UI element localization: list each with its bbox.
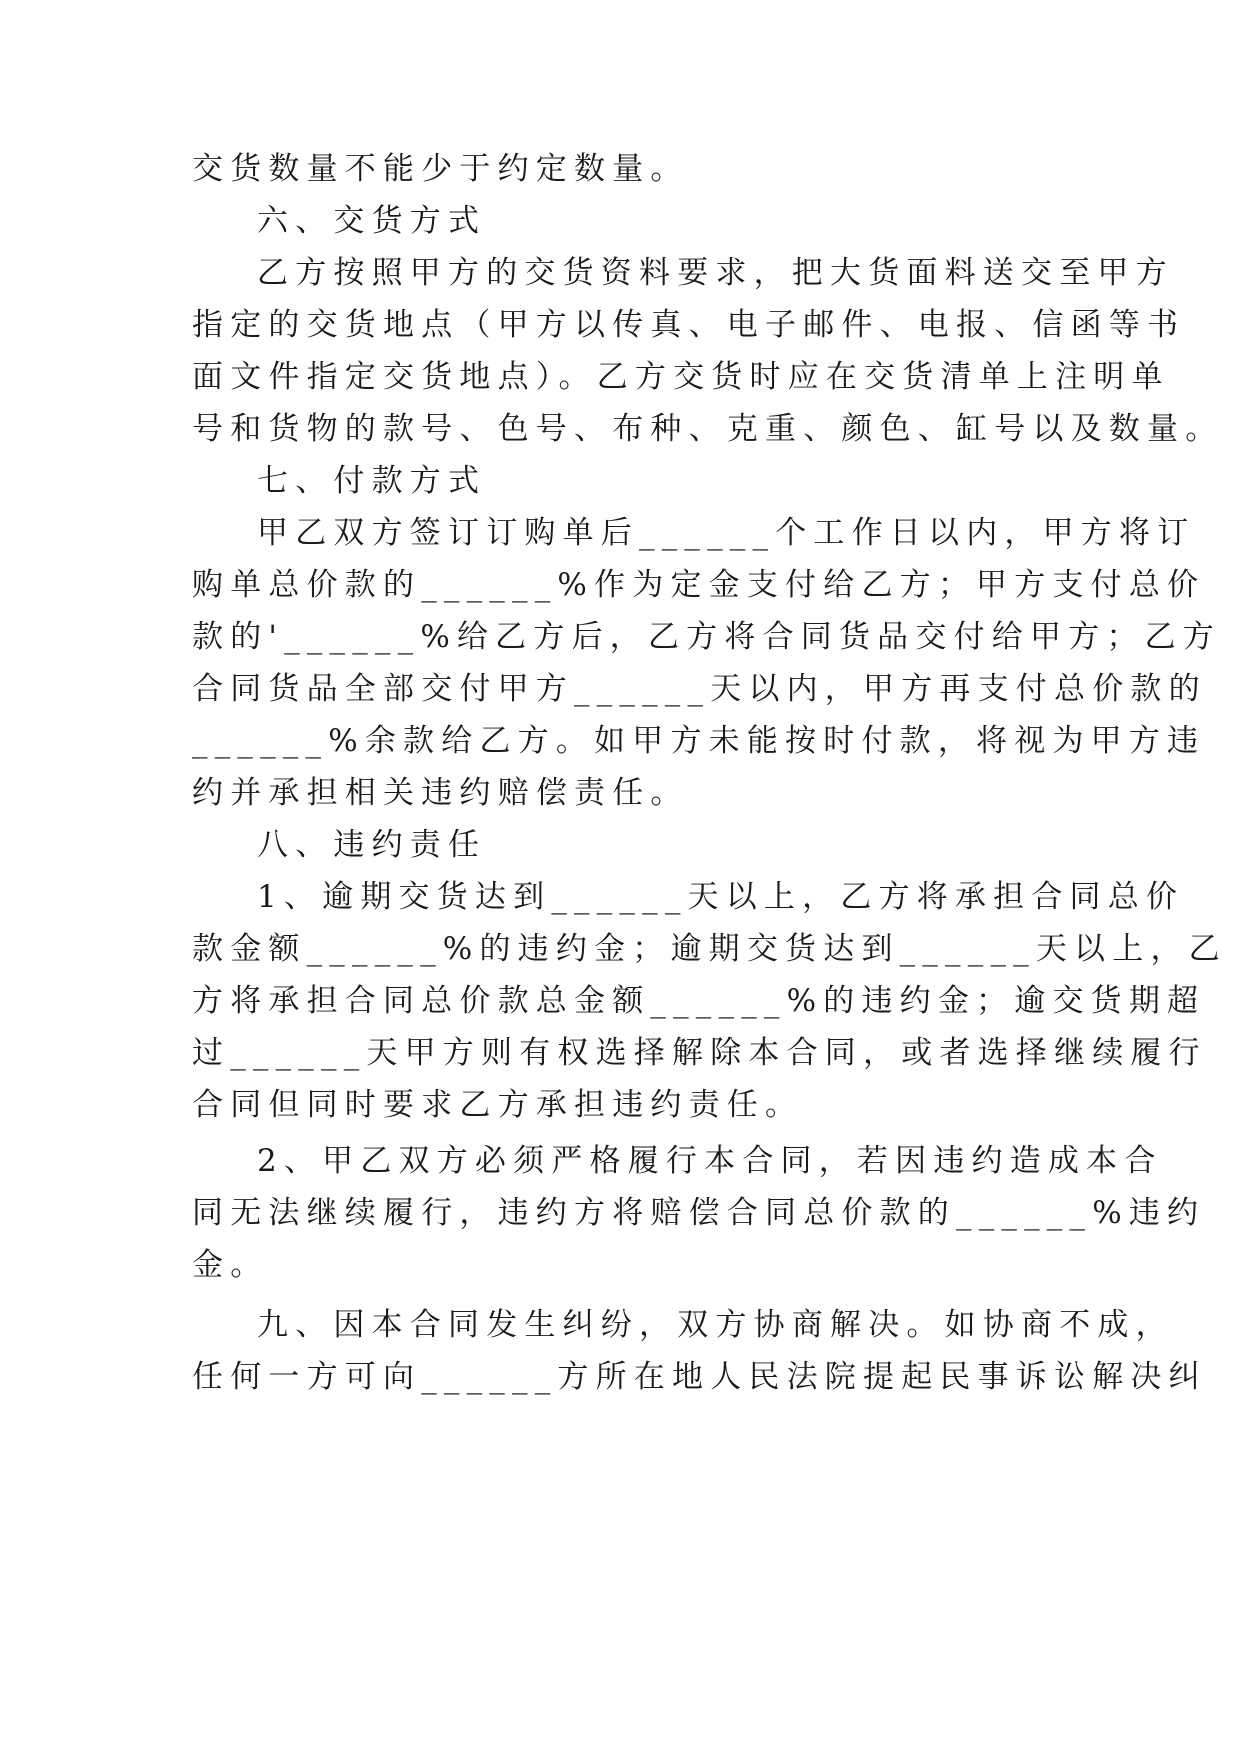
paragraph-line: 款的'______%给乙方后，乙方将合同货品交付给甲方；乙方 xyxy=(192,619,1221,655)
paragraph-line: 同无法继续履行，违约方将赔偿合同总价款的______%违约 xyxy=(192,1195,1206,1231)
paragraph-line: 任何一方可向______方所在地人民法院提起民事诉讼解决纠 xyxy=(192,1359,1207,1395)
paragraph-line: 乙方按照甲方的交货资料要求，把大货面料送交至甲方 xyxy=(257,255,1174,291)
paragraph-line: 合同但同时要求乙方承担违约责任。 xyxy=(192,1087,804,1123)
paragraph-line: 金。 xyxy=(192,1247,269,1283)
paragraph-line: ______%余款给乙方。如甲方未能按时付款，将视为甲方违 xyxy=(192,723,1206,759)
section-heading-dispute-resolution: 九、因本合同发生纠纷，双方协商解决。如协商不成， xyxy=(257,1307,1174,1343)
paragraph-line: 款金额______%的违约金；逾期交货达到______天以上，乙 xyxy=(192,931,1227,967)
paragraph-line: 过______天甲方则有权选择解除本合同，或者选择继续履行 xyxy=(192,1035,1207,1071)
paragraph-line: 号和货物的款号、色号、布种、克重、颜色、缸号以及数量。 xyxy=(192,411,1224,447)
paragraph-line: 1、逾期交货达到______天以上，乙方将承担合同总价 xyxy=(257,879,1185,915)
paragraph-line: 甲乙双方签订订购单后______个工作日以内，甲方将订 xyxy=(257,515,1196,551)
paragraph-line: 面文件指定交货地点）。乙方交货时应在交货清单上注明单 xyxy=(192,359,1170,395)
section-heading-delivery-method: 六、交货方式 xyxy=(257,203,487,239)
paragraph-line: 2、甲乙双方必须严格履行本合同，若因违约造成本合 xyxy=(257,1143,1163,1179)
paragraph-line: 交货数量不能少于约定数量。 xyxy=(192,151,689,187)
paragraph-line: 购单总价款的______%作为定金支付给乙方；甲方支付总价 xyxy=(192,567,1206,603)
paragraph-line: 指定的交货地点（甲方以传真、电子邮件、电报、信函等书 xyxy=(192,307,1186,343)
section-heading-payment-method: 七、付款方式 xyxy=(257,463,487,499)
paragraph-line: 方将承担合同总价款总金额______%的违约金；逾交货期超 xyxy=(192,983,1206,1019)
paragraph-line: 约并承担相关违约赔偿责任。 xyxy=(192,775,689,811)
paragraph-line: 合同货品全部交付甲方______天以内，甲方再支付总价款的 xyxy=(192,671,1207,707)
section-heading-breach-liability: 八、违约责任 xyxy=(257,827,487,863)
